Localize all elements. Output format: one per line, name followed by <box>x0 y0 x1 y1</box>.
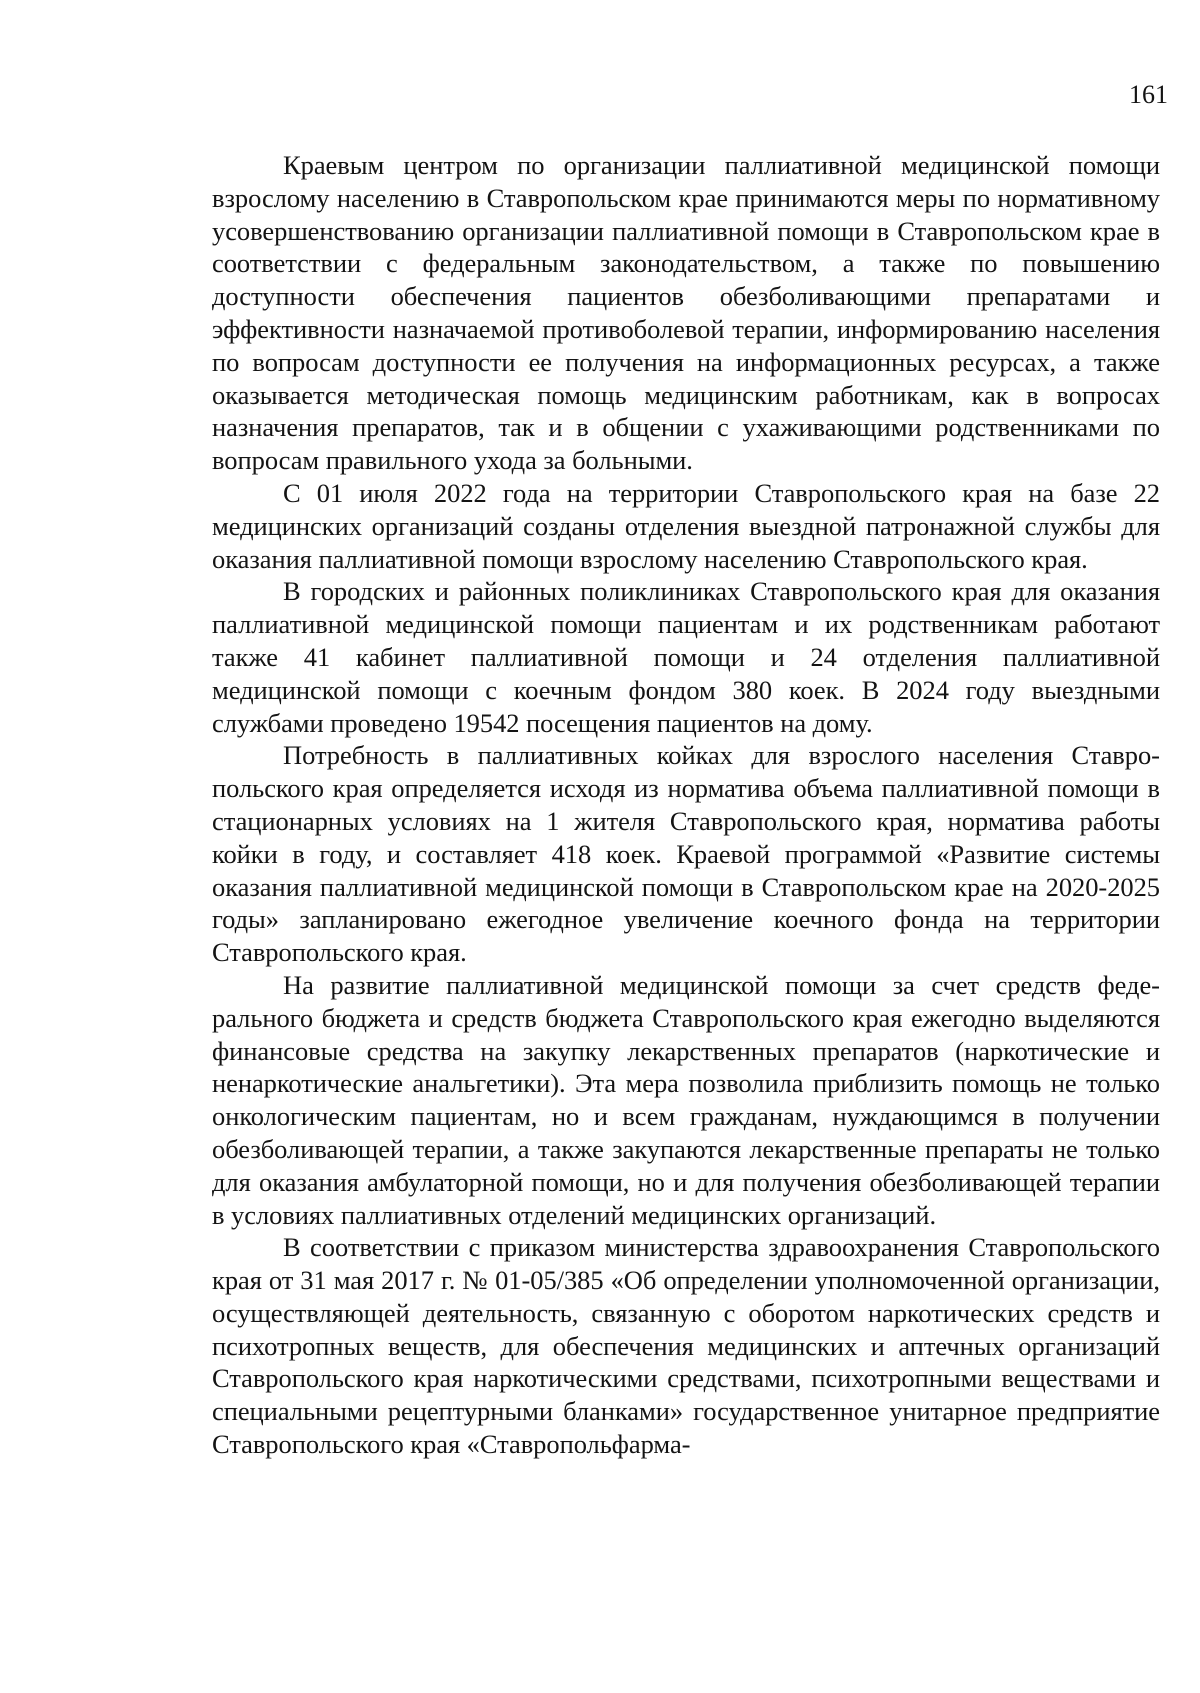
paragraph-polyclinics: В городских и районных поликлиниках Ставропольского края для оказания паллиативной медицинской помощи пациентам и их родственникам работают также 41 кабинет паллиативной помощи и 24 отделения паллиативной медицинской помощи с коечным фондом 380 коек. В 2024 году выездными службами проведено 19542 посещения пациентов на дому. <box>212 576 1160 738</box>
paragraph-patronage-service: С 01 июля 2022 года на территории Ставропольского края на базе 22 медицинских организаций созданы отделения выездной патронажной службы для оказания паллиативной помощи взрослому населению Ставропольского края. <box>212 477 1160 574</box>
paragraph-bed-demand: Потребность в паллиативных койках для взрослого населения Ставропольского края определяется исходя из норматива объема паллиативной помощи в стационарных условиях на 1 жителя Ставропольского края, норматива работы койки в году, и составляет 418 коек. Краевой программой «Развитие системы оказания паллиативной медицинской помощи в Ставропольском крае на 2020-2025 годы» запланировано ежегодное увеличение коечного фонда на территории Ставропольского края. <box>212 740 1160 968</box>
paragraph-funding: На развитие паллиативной медицинской помощи за счет средств федерального бюджета и средств бюджета Ставропольского края ежегодно выделяются финансовые средства на закупку лекарственных препаратов (наркотические и ненаркотические анальгетики). Эта мера позволила приблизить помощь не только онкологическим пациентам, но и всем гражданам, нуждающимся в получении обезболивающей терапии, а также закупаются лекарственные препараты не только для оказания амбулаторной помощи, но и для получения обезболивающей терапии в условиях паллиативных отделений медицинских организаций. <box>212 969 1160 1230</box>
paragraph-palliative-center: Краевым центром по организации паллиативной медицинской помощи взрослому населению в Ставропольском крае принимаются меры по нормативному усовершенствованию организации паллиативной помощи в Ставропольском крае в соответствии с федеральным законодательством, а также по повышению доступности обеспечения пациентов обезболивающими препаратами и эффективности назначаемой противоболевой терапии, информированию населения по вопросам доступности ее получения на информационных ресурсах, а также оказывается методическая помощь медицинским работникам, как в вопросах назначения препаратов, так и в общении с ухаживающими родственниками по вопросам правильного ухода за больными. <box>212 150 1160 476</box>
document-body <box>212 149 1160 1461</box>
page-number: 161 <box>1129 80 1168 109</box>
paragraph-ministry-order: В соответствии с приказом министерства здравоохранения Ставропольского края от 31 мая 2017 г. № 01-05/385 «Об определении уполномоченной организации, осуществляющей деятельность, связанную с оборотом наркотических средств и психотропных веществ, для обеспечения медицинских и аптечных организаций Ставропольского края наркотическими средствами, психотропными веществами и специальными рецептурными бланками» государственное унитарное предприятие Ставропольского края «Ставропольфарма- <box>212 1232 1160 1460</box>
